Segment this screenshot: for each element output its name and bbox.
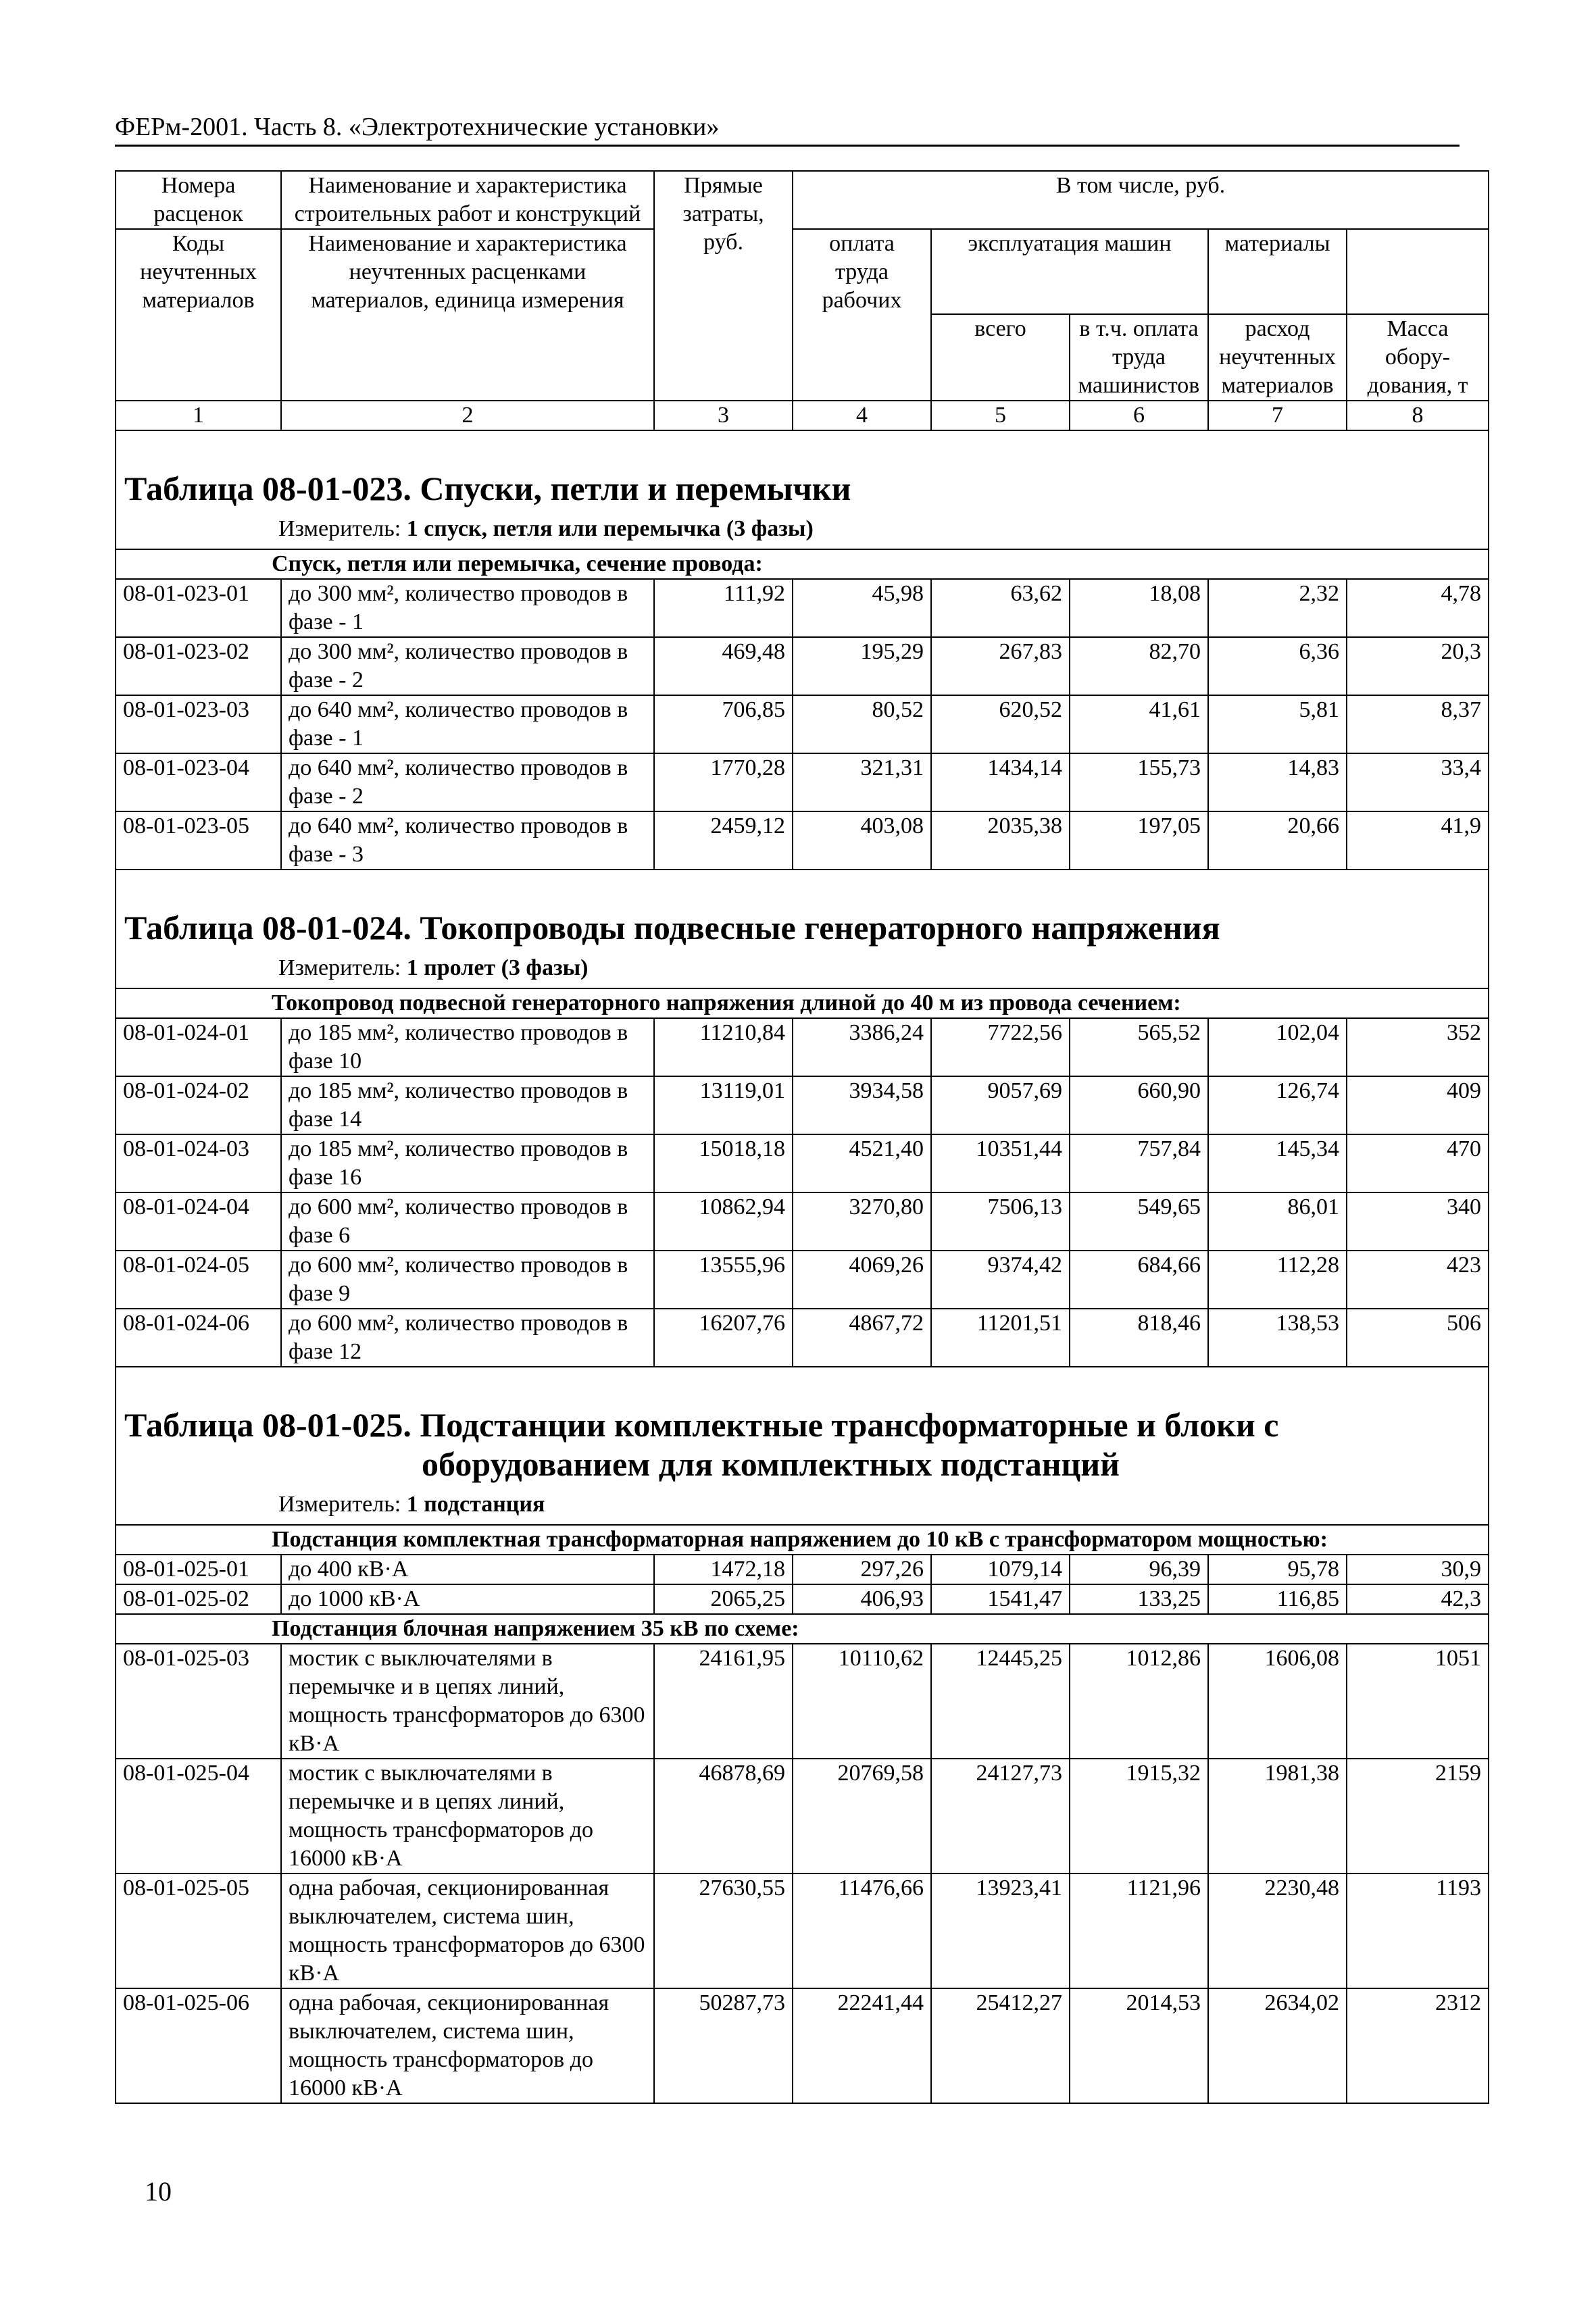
labor-cost: 2312 [1347, 1988, 1489, 2103]
materials-cost: 2634,02 [1208, 1988, 1347, 2103]
table-row [116, 1192, 1489, 1251]
column-number: 7 [1208, 401, 1347, 430]
rate-name: до 300 мм², количество проводов в фазе - 1 [281, 579, 654, 637]
rate-code: 08-01-023-01 [116, 579, 281, 637]
materials-cost: 14,83 [1208, 753, 1347, 811]
wages-cost: 45,98 [793, 579, 931, 637]
rate-name: до 640 мм², количество проводов в фазе - 2 [281, 753, 654, 811]
labor-cost: 41,9 [1347, 811, 1489, 870]
price-table [115, 170, 1489, 2104]
group-row [116, 1614, 1489, 1644]
rate-name: до 640 мм², количество проводов в фазе - 3 [281, 811, 654, 870]
direct-cost: 27630,55 [654, 1873, 793, 1988]
rate-code: 08-01-024-06 [116, 1309, 281, 1367]
rate-code: 08-01-025-03 [116, 1644, 281, 1759]
machinist-wages: 549,65 [1070, 1192, 1208, 1251]
measure-label: Измеритель: [278, 1492, 407, 1517]
machines-cost: 1541,47 [931, 1584, 1070, 1614]
machines-cost: 10351,44 [931, 1134, 1070, 1192]
wages-cost: 4521,40 [793, 1134, 931, 1192]
column-number: 1 [116, 401, 281, 430]
header-rule [115, 145, 1460, 147]
section-measure [124, 953, 1488, 984]
table-row [116, 1134, 1489, 1192]
col-machines-total: всего [931, 314, 1070, 401]
rate-code: 08-01-024-03 [116, 1134, 281, 1192]
group-row [116, 988, 1489, 1018]
col-wages: оплата труда рабочих [793, 229, 931, 401]
machines-cost: 25412,27 [931, 1988, 1070, 2103]
machines-cost: 7506,13 [931, 1192, 1070, 1251]
rate-name: до 600 мм², количество проводов в фазе 9 [281, 1251, 654, 1309]
rate-name: одна рабочая, секционированная выключателем, система шин, мощность трансформаторов до 6300 кВ·А [281, 1873, 654, 1988]
materials-cost: 116,85 [1208, 1584, 1347, 1614]
machinist-wages: 684,66 [1070, 1251, 1208, 1309]
table-row [116, 1251, 1489, 1309]
col-machines-wages: в т.ч. оплата труда машинистов [1070, 314, 1208, 401]
rate-code: 08-01-023-05 [116, 811, 281, 870]
section-title-line-2: оборудованием для комплектных подстанций [422, 1445, 1120, 1483]
machinist-wages: 1121,96 [1070, 1873, 1208, 1988]
section-title [124, 469, 1488, 508]
table-row [116, 1988, 1489, 2103]
col-name-top: Наименование и характеристика строительных работ и конструкций [281, 171, 654, 229]
materials-cost: 6,36 [1208, 637, 1347, 695]
machinist-wages: 155,73 [1070, 753, 1208, 811]
labor-cost: 33,4 [1347, 753, 1489, 811]
group-row [116, 549, 1489, 579]
col-code-bottom: Коды неучтенных материалов [116, 229, 281, 401]
col-materials-unaccounted: расход неучтенных материалов [1208, 314, 1347, 401]
labor-cost: 352 [1347, 1018, 1489, 1076]
column-number: 3 [654, 401, 793, 430]
section-measure [124, 513, 1488, 545]
machinist-wages: 133,25 [1070, 1584, 1208, 1614]
wages-cost: 195,29 [793, 637, 931, 695]
rate-name: до 600 мм², количество проводов в фазе 12 [281, 1309, 654, 1367]
rate-name: до 600 мм², количество проводов в фазе 6 [281, 1192, 654, 1251]
column-number: 4 [793, 401, 931, 430]
table-row [116, 1309, 1489, 1367]
wages-cost: 4069,26 [793, 1251, 931, 1309]
rate-name: до 185 мм², количество проводов в фазе 16 [281, 1134, 654, 1192]
labor-cost: 1193 [1347, 1873, 1489, 1988]
table-row [116, 579, 1489, 637]
materials-cost: 5,81 [1208, 695, 1347, 753]
machines-cost: 11201,51 [931, 1309, 1070, 1367]
machines-cost: 63,62 [931, 579, 1070, 637]
labor-cost: 4,78 [1347, 579, 1489, 637]
wages-cost: 297,26 [793, 1555, 931, 1584]
rate-code: 08-01-024-05 [116, 1251, 281, 1309]
rate-code: 08-01-025-01 [116, 1555, 281, 1584]
materials-cost: 95,78 [1208, 1555, 1347, 1584]
wages-cost: 3934,58 [793, 1076, 931, 1134]
wages-cost: 11476,66 [793, 1873, 931, 1988]
direct-cost: 2065,25 [654, 1584, 793, 1614]
machinist-wages: 41,61 [1070, 695, 1208, 753]
labor-cost: 340 [1347, 1192, 1489, 1251]
group-label: Токопровод подвесной генераторного напряжения длиной до 40 м из провода сечением: [116, 988, 1489, 1018]
direct-cost: 13555,96 [654, 1251, 793, 1309]
col-labor-bottom: Масса обору-дования, т [1347, 314, 1489, 401]
labor-cost: 423 [1347, 1251, 1489, 1309]
machines-cost: 267,83 [931, 637, 1070, 695]
machines-cost: 12445,25 [931, 1644, 1070, 1759]
rate-name: одна рабочая, секционированная выключателем, система шин, мощность трансформаторов до 16000 кВ·А [281, 1988, 654, 2103]
machinist-wages: 757,84 [1070, 1134, 1208, 1192]
page-number: 10 [145, 2176, 172, 2207]
direct-cost: 111,92 [654, 579, 793, 637]
materials-cost: 145,34 [1208, 1134, 1347, 1192]
direct-cost: 16207,76 [654, 1309, 793, 1367]
section-title [124, 1405, 1488, 1484]
materials-cost: 86,01 [1208, 1192, 1347, 1251]
machinist-wages: 82,70 [1070, 637, 1208, 695]
section-heading [116, 870, 1489, 988]
section-title-line: Таблица 08-01-024. Токопроводы подвесные генераторного напряжения [124, 909, 1220, 947]
section-heading-row [116, 1367, 1489, 1525]
col-machines: эксплуатация машин [931, 229, 1208, 314]
measure-value: 1 подстанция [406, 1492, 545, 1517]
table-row [116, 1644, 1489, 1759]
direct-cost: 10862,94 [654, 1192, 793, 1251]
machines-cost: 620,52 [931, 695, 1070, 753]
machinist-wages: 1915,32 [1070, 1759, 1208, 1873]
direct-cost: 46878,69 [654, 1759, 793, 1873]
rate-name: до 300 мм², количество проводов в фазе - 2 [281, 637, 654, 695]
machinist-wages: 197,05 [1070, 811, 1208, 870]
column-number: 5 [931, 401, 1070, 430]
wages-cost: 22241,44 [793, 1988, 931, 2103]
machinist-wages: 18,08 [1070, 579, 1208, 637]
materials-cost: 20,66 [1208, 811, 1347, 870]
section-title-line: Таблица 08-01-025. Подстанции комплектные трансформаторные и блоки с [124, 1406, 1279, 1444]
direct-cost: 24161,95 [654, 1644, 793, 1759]
materials-cost: 126,74 [1208, 1076, 1347, 1134]
section-title-line: Таблица 08-01-023. Спуски, петли и перемычки [124, 470, 851, 507]
rate-name: до 400 кВ·А [281, 1555, 654, 1584]
col-code-top: Номера расценок [116, 171, 281, 229]
table-row [116, 811, 1489, 870]
table-row [116, 1018, 1489, 1076]
table-row [116, 753, 1489, 811]
machinist-wages: 660,90 [1070, 1076, 1208, 1134]
rate-name: до 640 мм², количество проводов в фазе - 1 [281, 695, 654, 753]
wages-cost: 403,08 [793, 811, 931, 870]
wages-cost: 20769,58 [793, 1759, 931, 1873]
labor-cost: 506 [1347, 1309, 1489, 1367]
machinist-wages: 96,39 [1070, 1555, 1208, 1584]
labor-cost: 42,3 [1347, 1584, 1489, 1614]
direct-cost: 469,48 [654, 637, 793, 695]
section-heading [116, 1367, 1489, 1525]
labor-cost: 8,37 [1347, 695, 1489, 753]
rate-code: 08-01-023-02 [116, 637, 281, 695]
materials-cost: 1981,38 [1208, 1759, 1347, 1873]
col-name-bottom: Наименование и характеристика неучтенных расценками материалов, единица измерения [281, 229, 654, 401]
machines-cost: 1079,14 [931, 1555, 1070, 1584]
group-label: Спуск, петля или перемычка, сечение провода: [116, 549, 1489, 579]
column-number: 8 [1347, 401, 1489, 430]
direct-cost: 50287,73 [654, 1988, 793, 2103]
machines-cost: 7722,56 [931, 1018, 1070, 1076]
measure-label: Измеритель: [278, 955, 407, 980]
table-row [116, 1759, 1489, 1873]
table-row [116, 1873, 1489, 1988]
rate-name: до 1000 кВ·А [281, 1584, 654, 1614]
section-heading-row [116, 430, 1489, 549]
rate-name: до 185 мм², количество проводов в фазе 10 [281, 1018, 654, 1076]
rate-code: 08-01-025-04 [116, 1759, 281, 1873]
wages-cost: 10110,62 [793, 1644, 931, 1759]
rate-name: мостик с выключателями в перемычке и в цепях линий, мощность трансформаторов до 6300 кВ·А [281, 1644, 654, 1759]
machines-cost: 2035,38 [931, 811, 1070, 870]
rate-code: 08-01-024-02 [116, 1076, 281, 1134]
wages-cost: 3386,24 [793, 1018, 931, 1076]
section-title [124, 908, 1488, 947]
measure-label: Измеритель: [278, 516, 407, 541]
direct-cost: 706,85 [654, 695, 793, 753]
column-number: 2 [281, 401, 654, 430]
table-row [116, 637, 1489, 695]
col-direct: Прямые затраты, руб. [654, 171, 793, 401]
rate-code: 08-01-025-02 [116, 1584, 281, 1614]
machinist-wages: 565,52 [1070, 1018, 1208, 1076]
machinist-wages: 2014,53 [1070, 1988, 1208, 2103]
rate-code: 08-01-025-06 [116, 1988, 281, 2103]
group-row [116, 1525, 1489, 1555]
rate-name: до 185 мм², количество проводов в фазе 14 [281, 1076, 654, 1134]
labor-cost: 470 [1347, 1134, 1489, 1192]
direct-cost: 1472,18 [654, 1555, 793, 1584]
direct-cost: 15018,18 [654, 1134, 793, 1192]
direct-cost: 13119,01 [654, 1076, 793, 1134]
direct-cost: 2459,12 [654, 811, 793, 870]
wages-cost: 321,31 [793, 753, 931, 811]
wages-cost: 3270,80 [793, 1192, 931, 1251]
rate-name: мостик с выключателями в перемычке и в цепях линий, мощность трансформаторов до 16000 кВ·А [281, 1759, 654, 1873]
rate-code: 08-01-023-03 [116, 695, 281, 753]
machines-cost: 24127,73 [931, 1759, 1070, 1873]
materials-cost: 1606,08 [1208, 1644, 1347, 1759]
col-incl: В том числе, руб. [793, 171, 1489, 229]
group-label: Подстанция блочная напряжением 35 кВ по схеме: [116, 1614, 1489, 1644]
table-row [116, 695, 1489, 753]
rate-code: 08-01-025-05 [116, 1873, 281, 1988]
group-label: Подстанция комплектная трансформаторная напряжением до 10 кВ с трансформатором мощностью: [116, 1525, 1489, 1555]
column-numbers-row [116, 401, 1489, 430]
labor-cost: 30,9 [1347, 1555, 1489, 1584]
rate-code: 08-01-024-04 [116, 1192, 281, 1251]
section-heading-row [116, 870, 1489, 988]
materials-cost: 2230,48 [1208, 1873, 1347, 1988]
labor-cost: 20,3 [1347, 637, 1489, 695]
wages-cost: 406,93 [793, 1584, 931, 1614]
materials-cost: 2,32 [1208, 579, 1347, 637]
direct-cost: 1770,28 [654, 753, 793, 811]
measure-value: 1 пролет (3 фазы) [406, 955, 589, 980]
rate-code: 08-01-023-04 [116, 753, 281, 811]
section-heading [116, 430, 1489, 549]
measure-value: 1 спуск, петля или перемычка (3 фазы) [406, 516, 814, 541]
materials-cost: 112,28 [1208, 1251, 1347, 1309]
machines-cost: 1434,14 [931, 753, 1070, 811]
machinist-wages: 1012,86 [1070, 1644, 1208, 1759]
running-header: ФЕРм-2001. Часть 8. «Электротехнические установки» [115, 113, 720, 141]
column-number: 6 [1070, 401, 1208, 430]
materials-cost: 102,04 [1208, 1018, 1347, 1076]
col-materials: материалы [1208, 229, 1347, 314]
table-row [116, 1584, 1489, 1614]
machines-cost: 9057,69 [931, 1076, 1070, 1134]
machinist-wages: 818,46 [1070, 1309, 1208, 1367]
direct-cost: 11210,84 [654, 1018, 793, 1076]
section-measure [124, 1489, 1488, 1520]
rate-code: 08-01-024-01 [116, 1018, 281, 1076]
machines-cost: 13923,41 [931, 1873, 1070, 1988]
labor-cost: 2159 [1347, 1759, 1489, 1873]
materials-cost: 138,53 [1208, 1309, 1347, 1367]
wages-cost: 80,52 [793, 695, 931, 753]
table-row [116, 1555, 1489, 1584]
machines-cost: 9374,42 [931, 1251, 1070, 1309]
wages-cost: 4867,72 [793, 1309, 931, 1367]
labor-cost: 1051 [1347, 1644, 1489, 1759]
labor-cost: 409 [1347, 1076, 1489, 1134]
table-row [116, 1076, 1489, 1134]
